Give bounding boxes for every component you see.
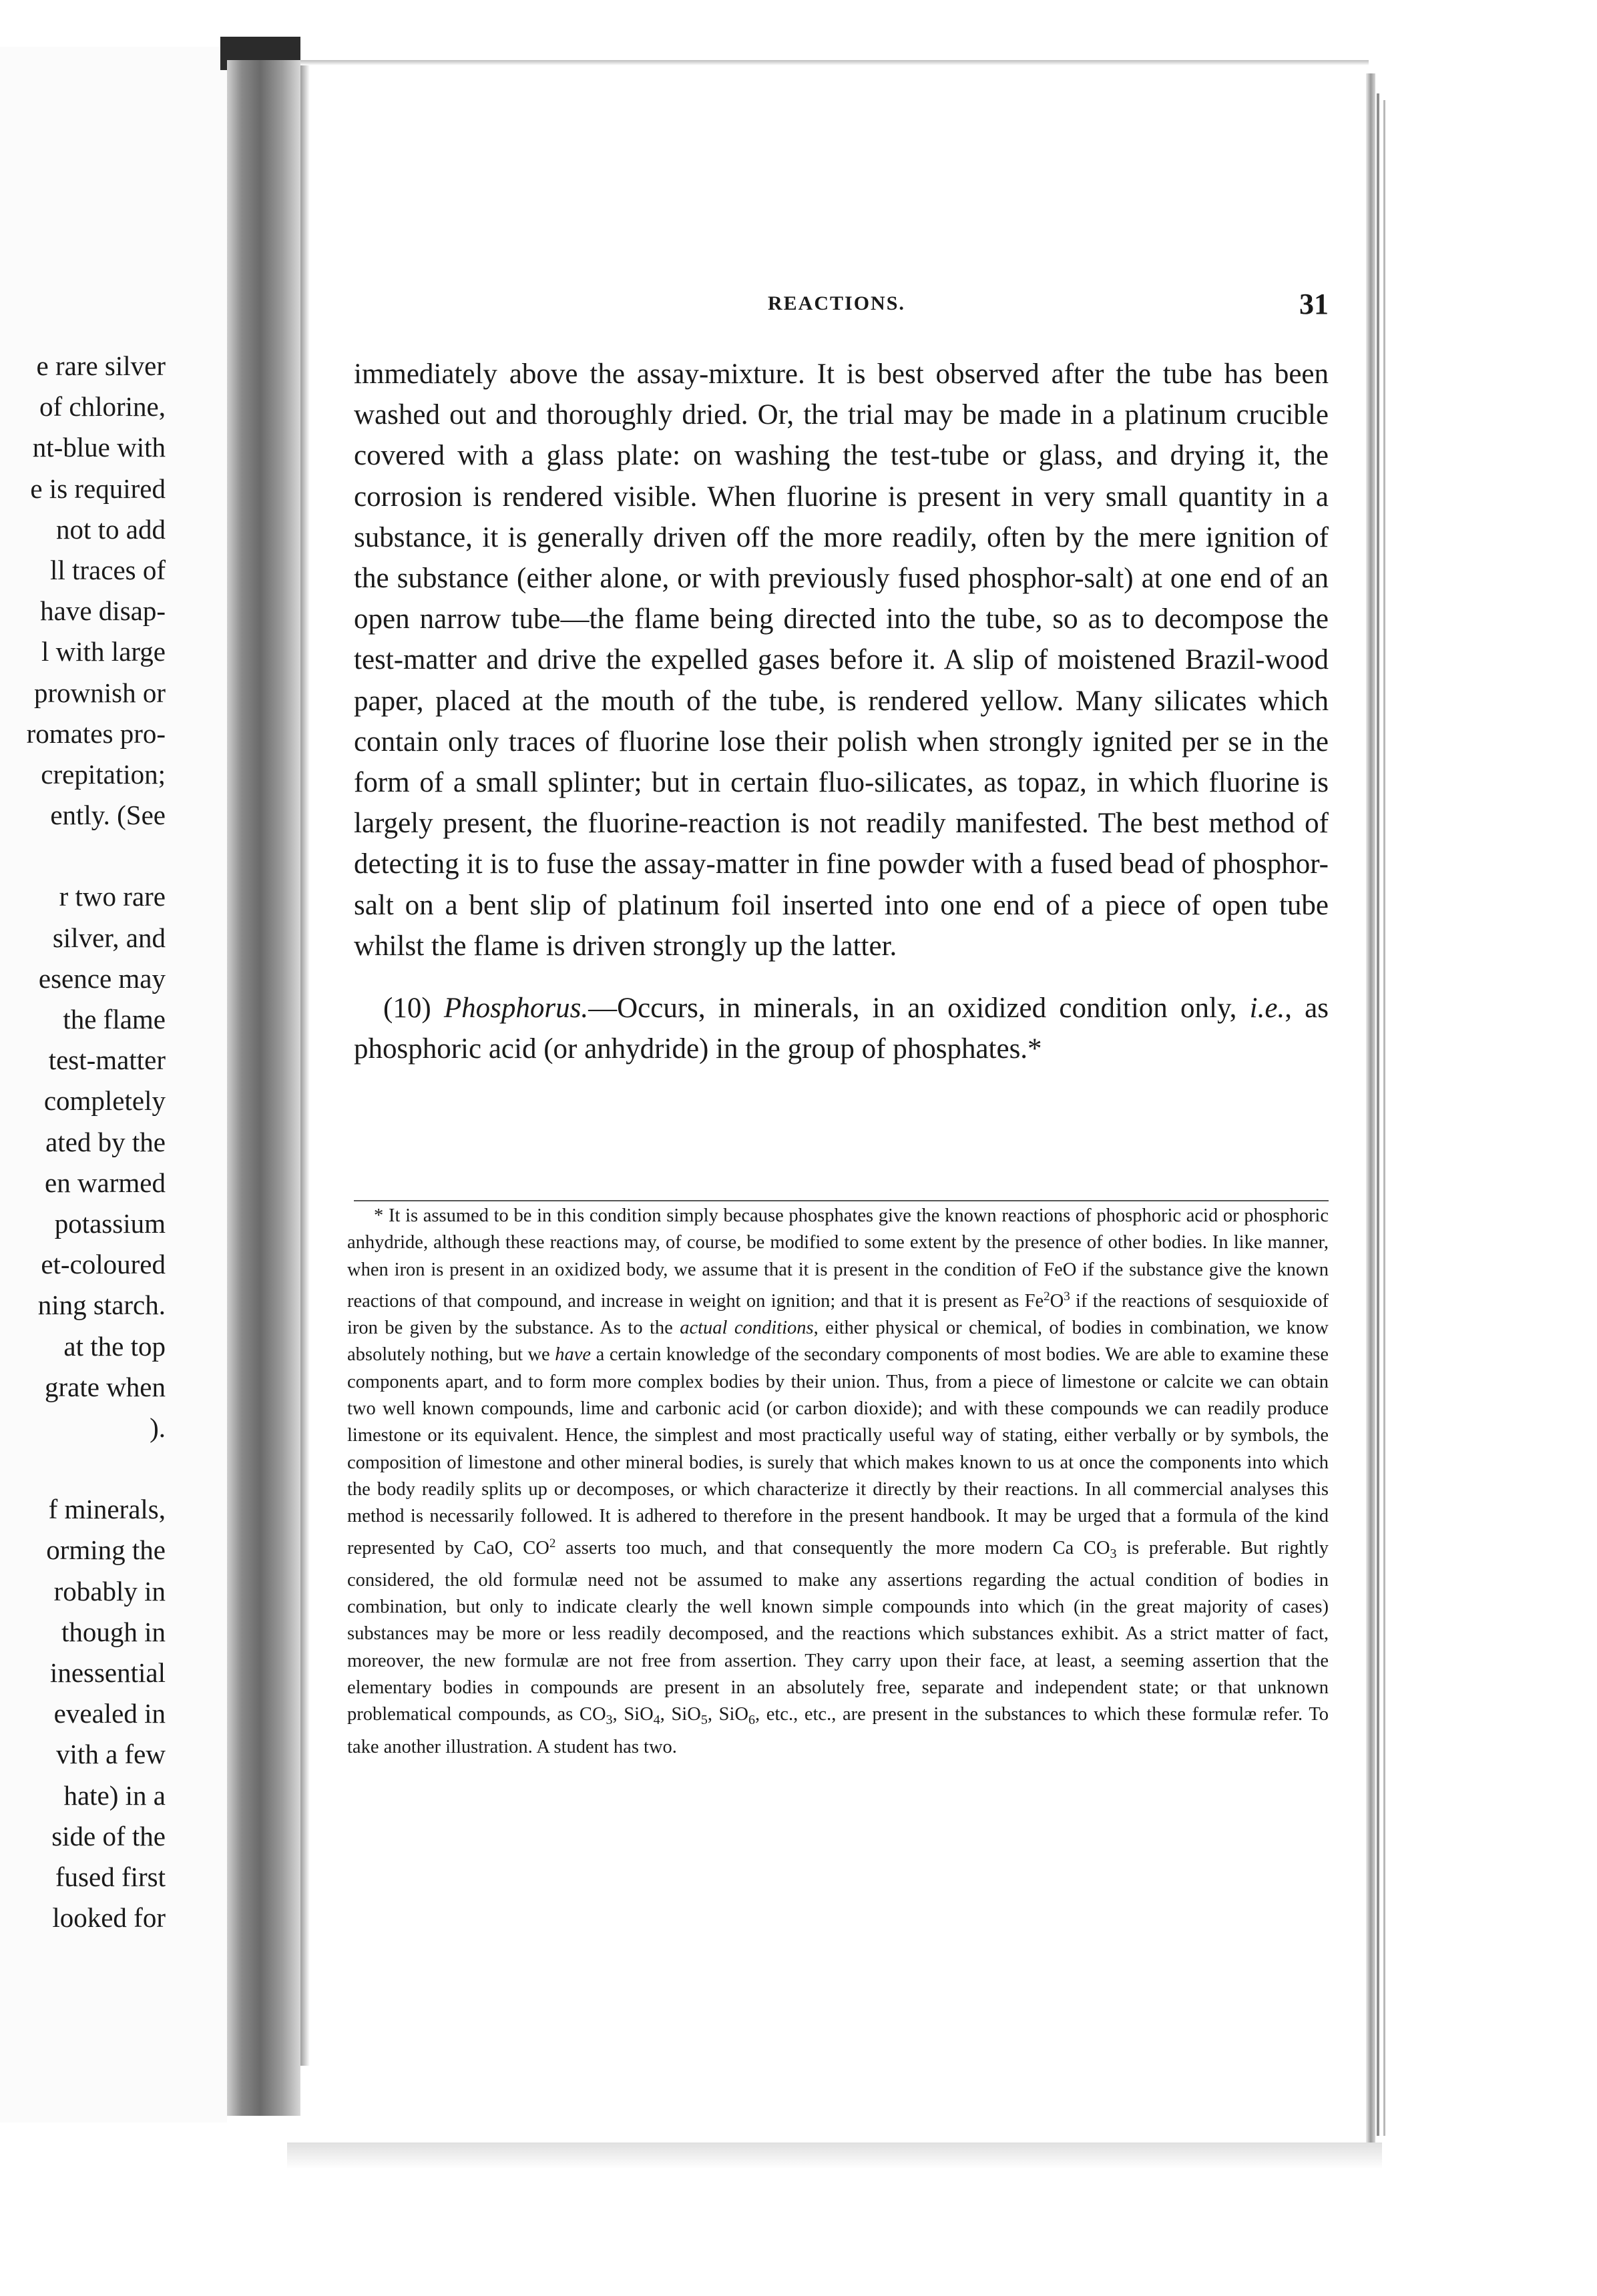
footnote bbox=[347, 1203, 1329, 1761]
left-page-line: vith a few bbox=[56, 1739, 166, 1770]
right-page-edge bbox=[1366, 73, 1375, 2156]
subscript: 3 bbox=[606, 1713, 613, 1728]
book-gutter bbox=[227, 60, 300, 2116]
left-page-line: orming the bbox=[46, 1534, 166, 1566]
left-page-fragment bbox=[0, 47, 227, 2122]
left-page-line: of chlorine, bbox=[39, 391, 166, 422]
footnote-text bbox=[347, 1203, 1329, 1761]
left-page-text bbox=[27, 346, 166, 1938]
main-text bbox=[354, 354, 1329, 1069]
left-page-line: though in bbox=[61, 1616, 166, 1647]
left-page-line: side of the bbox=[51, 1820, 166, 1851]
left-page-line: ently. (See bbox=[50, 800, 166, 831]
page-number: 31 bbox=[1299, 288, 1329, 320]
left-page-line: ll traces of bbox=[49, 554, 166, 585]
section-title: Phosphorus. bbox=[443, 992, 589, 1025]
left-page-line: ning starch. bbox=[37, 1289, 166, 1321]
superscript: 2 bbox=[549, 1536, 556, 1550]
left-page-line: potassium bbox=[54, 1207, 166, 1239]
paragraph-phosphorus bbox=[354, 988, 1329, 1069]
footnote-fragment: a certain knowledge of the secondary components of most bodies. We are able to examine these components apart, and to form more complex bodies by their union. Thus, from a piece of limestone or calcite we can obtain two well known compounds, lime and carbonic acid (or carbon dioxide); and with these compounds we can readily produce limestone or its equivalent. Hence, the simplest and most practically useful way of stating, either verbally or by symbols, the composition of limestone and other mineral bodies, is surely that which makes known to us at once the components into which the body readily splits up or decomposes, or which characterize it directly by their reactions. In all commercial analyses this method is necessarily followed. It is adhered to therefore in the present handbook. It may be urged that a formula of the kind represented by CaO, CO bbox=[347, 1344, 1329, 1558]
left-page-line: test-matter bbox=[48, 1045, 166, 1076]
left-page-line: l with large bbox=[41, 636, 166, 667]
paragraph-text: —Occurs, in minerals, in an oxidized condition only, bbox=[588, 992, 1237, 1025]
subscript: 6 bbox=[748, 1713, 755, 1728]
left-page-line bbox=[27, 836, 166, 876]
footnote-fragment: , SiO bbox=[612, 1704, 654, 1725]
left-page-line: the flame bbox=[63, 1004, 166, 1035]
left-page-line: crepitation; bbox=[41, 758, 166, 790]
left-page-line: prownish or bbox=[33, 677, 166, 708]
left-page-line: hate) in a bbox=[63, 1779, 166, 1811]
superscript: 2 bbox=[1044, 1289, 1050, 1304]
footnote-fragment: , either physical or chemical, of bodies in combination, we know absolutely nothing, but we bbox=[347, 1318, 1329, 1366]
paragraph: immediately above the assay-mixture. It is best observed after the tube has been washed out and thoroughly dried. Or, the trial may be made in a platinum crucible covered with a glass plate: on washing the test-tube or glass, and drying it, the corrosion is rendered visible. When fluorine is present in very small quantity in a substance, it is generally driven off the more readily, often by the mere ignition of the substance (either alone, or with previously fused phosphor-salt) at one end of an open narrow tube—the flame being directed into the tube, so as to decompose the test-matter and drive the expelled gases before it. A slip of moistened Brazil-wood paper, placed at the mouth of the tube, is rendered yellow. Many silicates which contain only traces of fluorine lose their polish when strongly ignited per se in the form of a small splinter; but in certain fluo-silicates, as topaz, in which fluorine is largely present, the fluorine-reaction is not readily manifested. The best method of detecting it is to fuse the assay-matter in fine powder with a fused bead of phosphor-salt on a bent slip of platinum foil inserted into one end of a piece of open tube whilst the flame is driven strongly up the latter. bbox=[354, 358, 1329, 962]
left-page-line: robably in bbox=[53, 1575, 166, 1607]
left-page-line: evealed in bbox=[53, 1698, 166, 1729]
left-page-line: ated by the bbox=[45, 1126, 166, 1157]
footnote-fragment: * It is assumed to be in this condition simply because phosphates give the known reactions of phosphoric acid or phosphoric anhydride, although these reactions may, of course, be modified to some extent by the presence of other bodies. In like manner, when iron is present in an oxidized body, we assume that it is present in the condition of FeO if the substance give the known reactions of that compound, and increase in weight on ignition; and that it is present as Fe bbox=[347, 1205, 1329, 1312]
footnote-fragment: asserts too much, and that consequently the more modern Ca CO bbox=[555, 1537, 1110, 1558]
left-page-line: at the top bbox=[63, 1330, 166, 1362]
left-page-line: not to add bbox=[56, 513, 166, 545]
left-page-line: e is required bbox=[30, 473, 166, 504]
footnote-fragment: , SiO bbox=[660, 1704, 701, 1725]
footnote-rule bbox=[354, 1200, 1329, 1201]
left-page-line: fused first bbox=[55, 1861, 166, 1892]
emphasis: actual conditions bbox=[680, 1318, 814, 1339]
abbreviation: i.e. bbox=[1249, 992, 1285, 1025]
left-page-line: completely bbox=[43, 1085, 166, 1117]
left-page-line: f minerals, bbox=[48, 1494, 166, 1525]
left-page-line: looked for bbox=[52, 1902, 166, 1934]
subscript: 3 bbox=[1110, 1546, 1117, 1561]
paragraph-text: , as phosphoric acid (or anhydride) in the group of phosphates.* bbox=[354, 992, 1329, 1065]
page-header bbox=[354, 288, 1329, 332]
footnote-fragment: is preferable. But rightly considered, the old formulæ need not be assumed to make any assertions regarding the actual condition of bodies in combination, but only to indicate clearly the well known simple compounds into which (in the great majority of cases) substances may be more or less readily decomposed, and the reactions which substances exhibit. As a strict matter of fact, moreover, the new formulæ are not free from assertion. They carry upon their face, at least, a seeming assertion that the elementary bodies in compounds are present in an absolutely free, separate and independent state; or that unknown problematical compounds, as CO bbox=[347, 1537, 1329, 1725]
left-page-line: have disap- bbox=[40, 595, 166, 627]
right-page-edge-line bbox=[1383, 100, 1385, 2136]
left-page-line bbox=[27, 1448, 166, 1489]
section-number: (10) bbox=[383, 992, 431, 1025]
left-page-line: silver, and bbox=[52, 922, 166, 953]
subscript: 4 bbox=[653, 1713, 660, 1728]
page-top-shadow bbox=[300, 60, 1369, 65]
page-bottom-shadow bbox=[287, 2142, 1382, 2169]
emphasis: have bbox=[555, 1344, 592, 1366]
left-page-line: esence may bbox=[38, 962, 166, 994]
footnote-fragment: , SiO bbox=[707, 1704, 748, 1725]
left-page-line: romates pro- bbox=[26, 718, 166, 749]
footnote-fragment: , etc., etc., are present in the substances to which these formulæ refer. To take another illustration. A student has two. bbox=[347, 1704, 1329, 1757]
running-head: REACTIONS. bbox=[768, 292, 905, 314]
left-page-line: ). bbox=[150, 1412, 166, 1443]
subscript: 5 bbox=[700, 1713, 708, 1728]
left-page-line: et-coloured bbox=[41, 1249, 166, 1280]
superscript: 3 bbox=[1064, 1289, 1070, 1304]
right-page-edge-line bbox=[1377, 93, 1379, 2136]
page-edge-shadow bbox=[300, 63, 310, 2066]
footnote-fragment: O bbox=[1050, 1290, 1064, 1312]
left-page-line: grate when bbox=[45, 1371, 166, 1402]
left-page-line: e rare silver bbox=[36, 350, 166, 381]
footnote-fragment: if the reactions of sesquioxide of iron be given by the substance. As to the bbox=[347, 1290, 1329, 1339]
left-page-line: nt-blue with bbox=[32, 432, 166, 463]
left-page-line: inessential bbox=[49, 1657, 166, 1688]
left-page-line: r two rare bbox=[59, 881, 166, 912]
left-page-line: en warmed bbox=[45, 1167, 166, 1198]
